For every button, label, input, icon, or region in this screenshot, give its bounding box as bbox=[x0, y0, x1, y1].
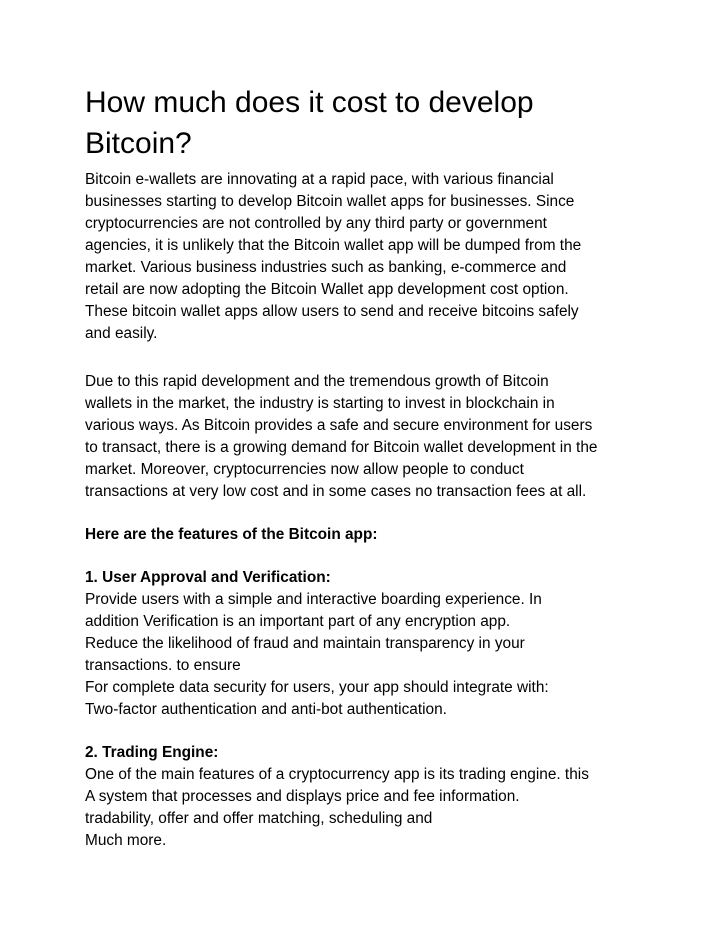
text-line: Due to this rapid development and the tremendous growth of Bitcoin bbox=[85, 373, 549, 390]
text-line: One of the main features of a cryptocurrency app is its trading engine. this bbox=[85, 766, 589, 783]
text-line: Bitcoin e-wallets are innovating at a rapid pace, with various financial bbox=[85, 171, 554, 188]
section-heading: Here are the features of the Bitcoin app: bbox=[85, 526, 378, 543]
text-line: Two-factor authentication and anti-bot authentication. bbox=[85, 701, 447, 718]
features-heading bbox=[85, 524, 685, 546]
section-heading bbox=[85, 567, 685, 589]
section-trading-engine bbox=[85, 742, 685, 852]
text-line: transactions. to ensure bbox=[85, 657, 241, 674]
text-line: These bitcoin wallet apps allow users to send and receive bitcoins safely bbox=[85, 303, 579, 320]
text-line: A system that processes and displays price and fee information. bbox=[85, 788, 520, 805]
paragraph-spacer bbox=[85, 503, 685, 524]
text-line: Reduce the likelihood of fraud and maintain transparency in your bbox=[85, 635, 525, 652]
section-heading-text: 2. Trading Engine: bbox=[85, 744, 219, 761]
text-line: For complete data security for users, your app should integrate with: bbox=[85, 679, 549, 696]
text-line: transactions at very low cost and in some cases no transaction fees at all. bbox=[85, 483, 587, 500]
title-line: How much does it cost to develop bbox=[85, 86, 534, 119]
text-line: tradability, offer and offer matching, scheduling and bbox=[85, 810, 433, 827]
section-heading bbox=[85, 742, 685, 764]
paragraph-spacer bbox=[85, 345, 685, 371]
document-page bbox=[85, 82, 685, 852]
text-line: Much more. bbox=[85, 832, 167, 849]
text-line: market. Various business industries such as banking, e-commerce and bbox=[85, 259, 567, 276]
text-line: to transact, there is a growing demand for Bitcoin wallet development in the bbox=[85, 439, 598, 456]
section-body bbox=[85, 764, 685, 852]
paragraph-spacer bbox=[85, 721, 685, 742]
text-line: agencies, it is unlikely that the Bitcoin wallet app will be dumped from the bbox=[85, 237, 582, 254]
text-line: various ways. As Bitcoin provides a safe and secure environment for users bbox=[85, 417, 593, 434]
intro-paragraph bbox=[85, 169, 685, 345]
page-title bbox=[85, 82, 685, 164]
text-line: cryptocurrencies are not controlled by any third party or government bbox=[85, 215, 547, 232]
text-line: wallets in the market, the industry is starting to invest in blockchain in bbox=[85, 395, 555, 412]
text-line: and easily. bbox=[85, 325, 158, 342]
text-line: addition Verification is an important part of any encryption app. bbox=[85, 613, 511, 630]
section-body bbox=[85, 589, 685, 721]
section-heading-text: 1. User Approval and Verification: bbox=[85, 569, 331, 586]
paragraph-spacer bbox=[85, 546, 685, 567]
title-line: Bitcoin? bbox=[85, 127, 192, 160]
text-line: businesses starting to develop Bitcoin wallet apps for businesses. Since bbox=[85, 193, 575, 210]
growth-paragraph bbox=[85, 371, 685, 503]
text-line: market. Moreover, cryptocurrencies now allow people to conduct bbox=[85, 461, 524, 478]
text-line: retail are now adopting the Bitcoin Wallet app development cost option. bbox=[85, 281, 569, 298]
section-user-approval bbox=[85, 567, 685, 721]
text-line: Provide users with a simple and interactive boarding experience. In bbox=[85, 591, 542, 608]
